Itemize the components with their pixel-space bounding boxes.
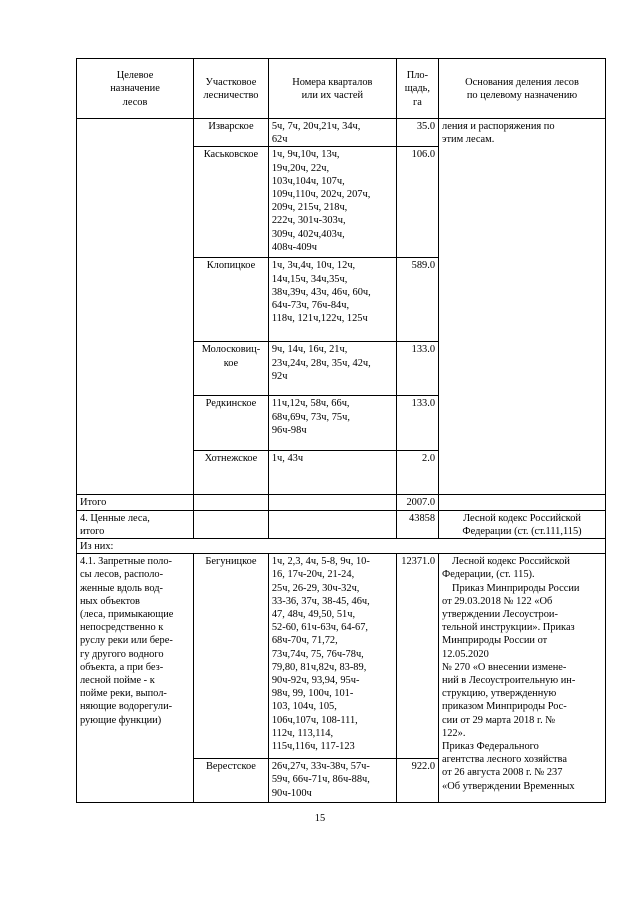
basis-paragraph: Приказ Минприроды России от 29.03.2018 № 122 «Об утверждении Лесоустрои- тельной инструкции». Приказ Минприроды России от 12.05.2020 № 270 «О внесении измене- ний в Лесоустроительную ин- струкцию, утвержденную приказом Минприроды Рос- сии от 29 марта 2018 г. № 122». bbox=[442, 582, 580, 739]
forestry-cell: Хотнежское bbox=[194, 451, 269, 495]
quarters-cell: 1ч, 9ч,10ч, 13ч, 19ч,20ч, 22ч, 103ч,104ч, 107ч, 109ч,110ч, 202ч, 207ч, 209ч, 215ч, 218ч, 222ч, 301ч-303ч, 309ч, 402ч,403ч, 408ч-409ч bbox=[268, 147, 396, 258]
protected-strips-basis bbox=[439, 554, 606, 803]
quarters-cell: 1ч, 2,3, 4ч, 5-8, 9ч, 10- 16, 17ч-20ч, 21-24, 25ч, 26-29, 30ч-32ч, 33-36, 37ч, 38-45, 46ч, 47, 48ч, 49,50, 51ч, 52-60, 61ч-63ч, 64-67, 68ч-70ч, 71,72, 73ч,74ч, 75, 76ч-78ч, 79,80, 81ч,82ч, 83-89, 90ч-92ч, 93,94, 95ч- 98ч, 99, 100ч, 101- 103, 104ч, 105, 106ч,107ч, 108-111, 112ч, 113,114, 115ч,116ч, 117-123 bbox=[268, 554, 396, 759]
header-quarters: Номера кварталов или их частей bbox=[268, 59, 396, 119]
table-row bbox=[77, 119, 606, 147]
header-basis: Основания деления лесов по целевому назначению bbox=[439, 59, 606, 119]
forestry-cell: Верестское bbox=[194, 759, 269, 803]
area-cell: 589.0 bbox=[396, 258, 438, 342]
page-number: 15 bbox=[314, 813, 326, 824]
forestry-cell: Бегуницкое bbox=[194, 554, 269, 759]
valuable-forests-area: 43858 bbox=[396, 510, 438, 538]
area-cell: 2.0 bbox=[396, 451, 438, 495]
empty-cell bbox=[268, 510, 396, 538]
valuable-forests-basis: Лесной кодекс Российской Федерации (ст. (ст.111,115) bbox=[439, 510, 606, 538]
area-cell: 106.0 bbox=[396, 147, 438, 258]
forestry-cell: Клопицкое bbox=[194, 258, 269, 342]
empty-cell bbox=[194, 510, 269, 538]
area-cell: 133.0 bbox=[396, 396, 438, 451]
total-area: 2007.0 bbox=[396, 495, 438, 510]
table-row bbox=[77, 554, 606, 759]
empty-cell bbox=[194, 495, 269, 510]
quarters-cell: 1ч, 43ч bbox=[268, 451, 396, 495]
quarters-cell: 26ч,27ч, 33ч-38ч, 57ч- 59ч, 66ч-71ч, 86ч-88ч, 90ч-100ч bbox=[268, 759, 396, 803]
of-which-label: Из них: bbox=[77, 539, 606, 554]
quarters-cell: 5ч, 7ч, 20ч,21ч, 34ч, 62ч bbox=[268, 119, 396, 147]
area-cell: 133.0 bbox=[396, 342, 438, 396]
basis-paragraph: Лесной кодекс Российской Федерации, (ст. 115). bbox=[442, 556, 570, 581]
purpose-cell-empty bbox=[77, 119, 194, 495]
protected-strips-purpose: 4.1. Запретные поло- сы лесов, располо- женные вдоль вод- ных объектов (леса, примыкающие непосредственно к руслу реки или бере- гу другого водного объекта, а при без- лесной пойме - к пойме реки, выпол- няющие водорегули- рующие функции) bbox=[77, 554, 194, 803]
area-cell: 922.0 bbox=[396, 759, 438, 803]
forest-purpose-table bbox=[76, 58, 606, 803]
table-header-row bbox=[77, 59, 606, 119]
forestry-cell: Молосковиц- кое bbox=[194, 342, 269, 396]
header-area: Пло- щадь, га bbox=[396, 59, 438, 119]
empty-cell bbox=[268, 495, 396, 510]
basis-cell: ления и распоряжения по этим лесам. bbox=[439, 119, 606, 495]
forestry-cell: Изварское bbox=[194, 119, 269, 147]
quarters-cell: 11ч,12ч, 58ч, 66ч, 68ч,69ч, 73ч, 75ч, 96ч-98ч bbox=[268, 396, 396, 451]
total-label: Итого bbox=[77, 495, 194, 510]
forestry-cell: Редкинское bbox=[194, 396, 269, 451]
header-forestry: Участковое лесничество bbox=[194, 59, 269, 119]
quarters-cell: 9ч, 14ч, 16ч, 21ч, 23ч,24ч, 28ч, 35ч, 42ч, 92ч bbox=[268, 342, 396, 396]
of-which-row bbox=[77, 539, 606, 554]
quarters-cell: 1ч, 3ч,4ч, 10ч, 12ч, 14ч,15ч, 34ч,35ч, 38ч,39ч, 43ч, 46ч, 60ч, 64ч-73ч, 76ч-84ч, 118ч, 121ч,122ч, 125ч bbox=[268, 258, 396, 342]
valuable-forests-label: 4. Ценные леса, итого bbox=[77, 510, 194, 538]
area-cell: 35.0 bbox=[396, 119, 438, 147]
forestry-cell: Каськовское bbox=[194, 147, 269, 258]
valuable-forests-row bbox=[77, 510, 606, 538]
header-purpose: Целевое назначение лесов bbox=[77, 59, 194, 119]
area-cell: 12371.0 bbox=[396, 554, 438, 759]
empty-cell bbox=[439, 495, 606, 510]
basis-paragraph: Приказ Федерального агентства лесного хозяйства от 26 августа 2008 г. № 237 «Об утверждении Временных bbox=[442, 741, 575, 792]
total-row bbox=[77, 495, 606, 510]
